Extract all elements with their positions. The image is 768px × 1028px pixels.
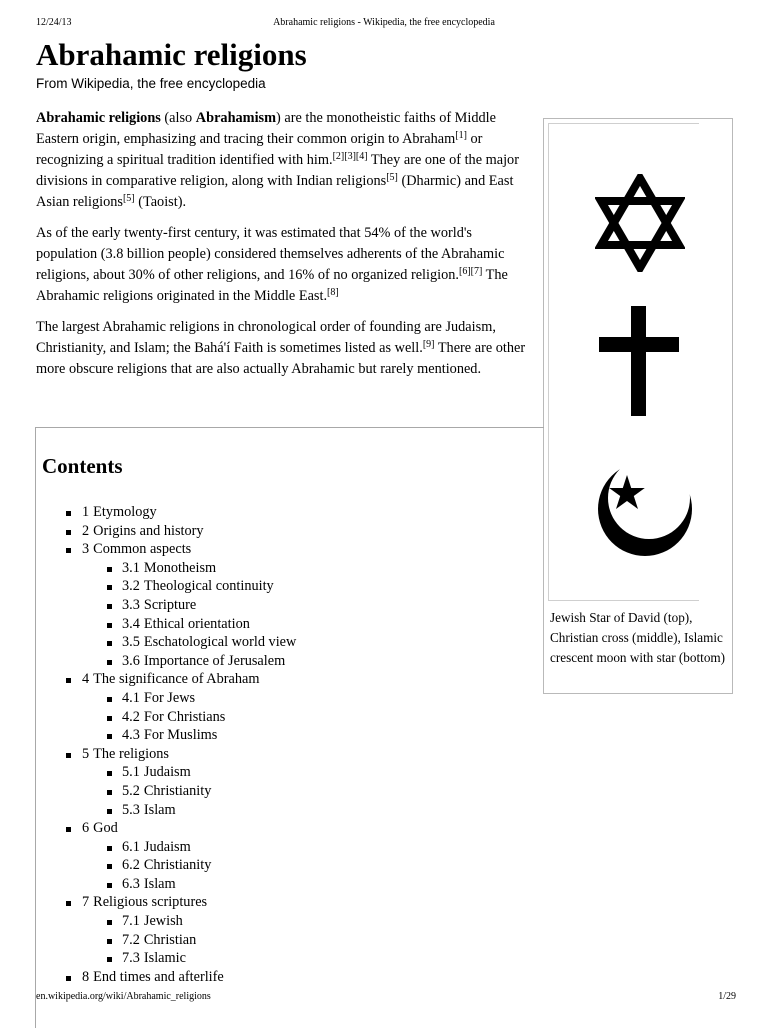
- toc-link[interactable]: Etymology: [93, 504, 157, 520]
- toc-link[interactable]: Judaism: [143, 838, 191, 855]
- toc-link[interactable]: God: [93, 820, 118, 837]
- toc-subitem[interactable]: [82, 559, 296, 578]
- toc-number: 4.2: [122, 708, 140, 725]
- article-intro: [36, 108, 528, 390]
- toc-link[interactable]: Judaism: [143, 764, 191, 781]
- toc-link[interactable]: Christian: [143, 931, 197, 948]
- toc-link[interactable]: Importance of Jerusalem: [143, 652, 286, 669]
- toc-subitem[interactable]: [82, 763, 296, 782]
- toc-link[interactable]: The religions: [93, 745, 169, 762]
- toc-subitem[interactable]: [82, 856, 296, 875]
- toc-number: 5.3: [122, 801, 140, 818]
- toc-number: 6.3: [122, 875, 140, 892]
- print-url: en.wikipedia.org/wiki/Abrahamic_religions: [36, 991, 211, 1002]
- toc-number: 3.6: [122, 652, 140, 669]
- toc-item[interactable]: [36, 540, 296, 670]
- toc-item[interactable]: [36, 745, 296, 819]
- toc-sublist: [82, 689, 296, 745]
- toc-item[interactable]: [36, 522, 296, 541]
- toc-number: 7.1: [122, 913, 140, 930]
- toc-number: 3: [82, 541, 90, 558]
- toc-sublist: [82, 912, 296, 968]
- toc-link[interactable]: The significance of Abraham: [93, 671, 260, 688]
- text: As of the early twenty-first century, it was estimated that 54% of the world's population (3.8 billion people) considered themselves adherents of the Abrahamic religions, about 30% of other religions, and 16% of no organized religion.: [36, 225, 505, 283]
- toc-subitem[interactable]: [82, 875, 296, 894]
- table-of-contents: [35, 427, 544, 1028]
- toc-subitem[interactable]: [82, 726, 296, 745]
- toc-number: 7: [82, 894, 90, 911]
- toc-subitem[interactable]: [82, 596, 296, 615]
- toc-subitem[interactable]: [82, 708, 296, 727]
- toc-number: 3.3: [122, 596, 140, 613]
- citation-link[interactable]: [5]: [122, 193, 135, 204]
- toc-number: 6.1: [122, 838, 140, 855]
- toc-subitem[interactable]: [82, 931, 296, 950]
- toc-item[interactable]: [36, 819, 296, 893]
- toc-link[interactable]: Christianity: [143, 782, 212, 799]
- article-subtitle: From Wikipedia, the free encyclopedia: [36, 76, 266, 91]
- text: (Taoist).: [134, 194, 187, 210]
- toc-number: 4: [82, 671, 90, 688]
- toc-number: 4.1: [122, 689, 140, 706]
- infobox: [543, 118, 733, 694]
- citation-link[interactable]: [9]: [422, 339, 435, 350]
- intro-paragraph-3: [36, 317, 528, 380]
- article-title: Abrahamic religions: [36, 37, 307, 72]
- toc-number: 6: [82, 820, 90, 837]
- text: The largest Abrahamic religions in chronological order of founding are Judaism, Christianity, and Islam; the Bahá'í Faith is sometimes listed as well.: [36, 319, 496, 356]
- toc-link[interactable]: Monotheism: [143, 559, 217, 576]
- toc-link[interactable]: Ethical orientation: [143, 615, 250, 632]
- intro-paragraph-2: [36, 223, 528, 307]
- toc-link[interactable]: Islamic: [143, 950, 186, 967]
- toc-number: 1: [82, 504, 90, 520]
- toc-link[interactable]: Islam: [143, 875, 176, 892]
- toc-number: 5: [82, 745, 90, 762]
- toc-number: 7.2: [122, 931, 140, 948]
- toc-link[interactable]: Origins and history: [93, 522, 204, 539]
- toc-subitem[interactable]: [82, 838, 296, 857]
- print-page-number: 1/29: [718, 991, 736, 1002]
- toc-link[interactable]: For Muslims: [143, 727, 218, 744]
- toc-subitem[interactable]: [82, 689, 296, 708]
- toc-sublist: [82, 559, 296, 671]
- bold-term: Abrahamic religions: [36, 110, 161, 126]
- toc-number: 8: [82, 968, 90, 985]
- text: The Abrahamic religions originated in the Middle East.: [36, 267, 508, 304]
- print-date: 12/24/13: [36, 17, 72, 28]
- toc-number: 5.2: [122, 782, 140, 799]
- text: (Dharmic) and East Asian religions: [36, 173, 514, 210]
- toc-number: 4.3: [122, 727, 140, 744]
- toc-number: 5.1: [122, 764, 140, 781]
- toc-item[interactable]: [36, 670, 296, 744]
- toc-link[interactable]: Christianity: [143, 857, 212, 874]
- toc-link[interactable]: Scripture: [143, 596, 197, 613]
- toc-number: 2: [82, 522, 90, 539]
- intro-paragraph-1: [36, 108, 528, 213]
- bold-term: Abrahamism: [195, 110, 277, 126]
- infobox-image-frame[interactable]: [548, 123, 699, 601]
- toc-link[interactable]: For Christians: [143, 708, 226, 725]
- toc-item[interactable]: [36, 893, 296, 967]
- christian-cross-icon: [599, 306, 679, 416]
- toc-item[interactable]: [36, 968, 296, 987]
- toc-list: [36, 503, 296, 986]
- toc-number: 3.1: [122, 559, 140, 576]
- text: There are other more obscure religions that are also actually Abrahamic but rarely mentioned.: [36, 340, 526, 377]
- toc-number: 3.4: [122, 615, 140, 632]
- toc-item[interactable]: [36, 503, 296, 522]
- toc-heading: Contents: [42, 454, 123, 478]
- toc-subitem[interactable]: [82, 801, 296, 820]
- toc-link[interactable]: For Jews: [143, 689, 196, 706]
- toc-link[interactable]: Common aspects: [93, 541, 192, 558]
- toc-number: 3.5: [122, 634, 140, 651]
- text: or recognizing a spiritual tradition identified with him.: [36, 131, 483, 168]
- toc-subitem[interactable]: [82, 782, 296, 801]
- star-of-david-icon: [595, 174, 685, 272]
- toc-link[interactable]: Theological continuity: [143, 578, 274, 595]
- toc-link[interactable]: Jewish: [143, 913, 183, 930]
- print-footer: [0, 991, 768, 1005]
- toc-subitem[interactable]: [82, 577, 296, 596]
- citation-link[interactable]: [2][3][4]: [332, 151, 368, 162]
- toc-sublist: [82, 838, 296, 894]
- toc-subitem[interactable]: [82, 652, 296, 671]
- text: (also: [160, 110, 196, 126]
- toc-subitem[interactable]: [82, 633, 296, 652]
- toc-link[interactable]: Islam: [143, 801, 176, 818]
- toc-subitem[interactable]: [82, 949, 296, 968]
- toc-sublist: [82, 763, 296, 819]
- toc-number: 6.2: [122, 857, 140, 874]
- citation-link[interactable]: [8]: [327, 287, 339, 298]
- citation-link[interactable]: [6][7]: [459, 266, 483, 277]
- infobox-caption: Jewish Star of David (top), Christian cross (middle), Islamic crescent moon with star (bottom): [550, 610, 726, 665]
- print-header: [0, 17, 768, 31]
- crescent-and-star-icon: [597, 458, 697, 558]
- toc-link[interactable]: Religious scriptures: [93, 894, 208, 911]
- toc-subitem[interactable]: [82, 615, 296, 634]
- toc-subitem[interactable]: [82, 912, 296, 931]
- text: They are one of the major divisions in comparative religion, along with Indian religions: [36, 152, 519, 189]
- toc-number: 3.2: [122, 578, 140, 595]
- toc-number: 7.3: [122, 950, 140, 967]
- citation-link[interactable]: [1]: [455, 130, 467, 141]
- print-page-title: Abrahamic religions - Wikipedia, the free encyclopedia: [273, 17, 495, 28]
- toc-link[interactable]: Eschatological world view: [143, 634, 297, 651]
- citation-link[interactable]: [5]: [386, 172, 398, 183]
- toc-link[interactable]: End times and afterlife: [93, 968, 224, 985]
- text: ) are the monotheistic faiths of Middle Eastern origin, emphasizing and tracing their common origin to Abraham: [36, 110, 496, 147]
